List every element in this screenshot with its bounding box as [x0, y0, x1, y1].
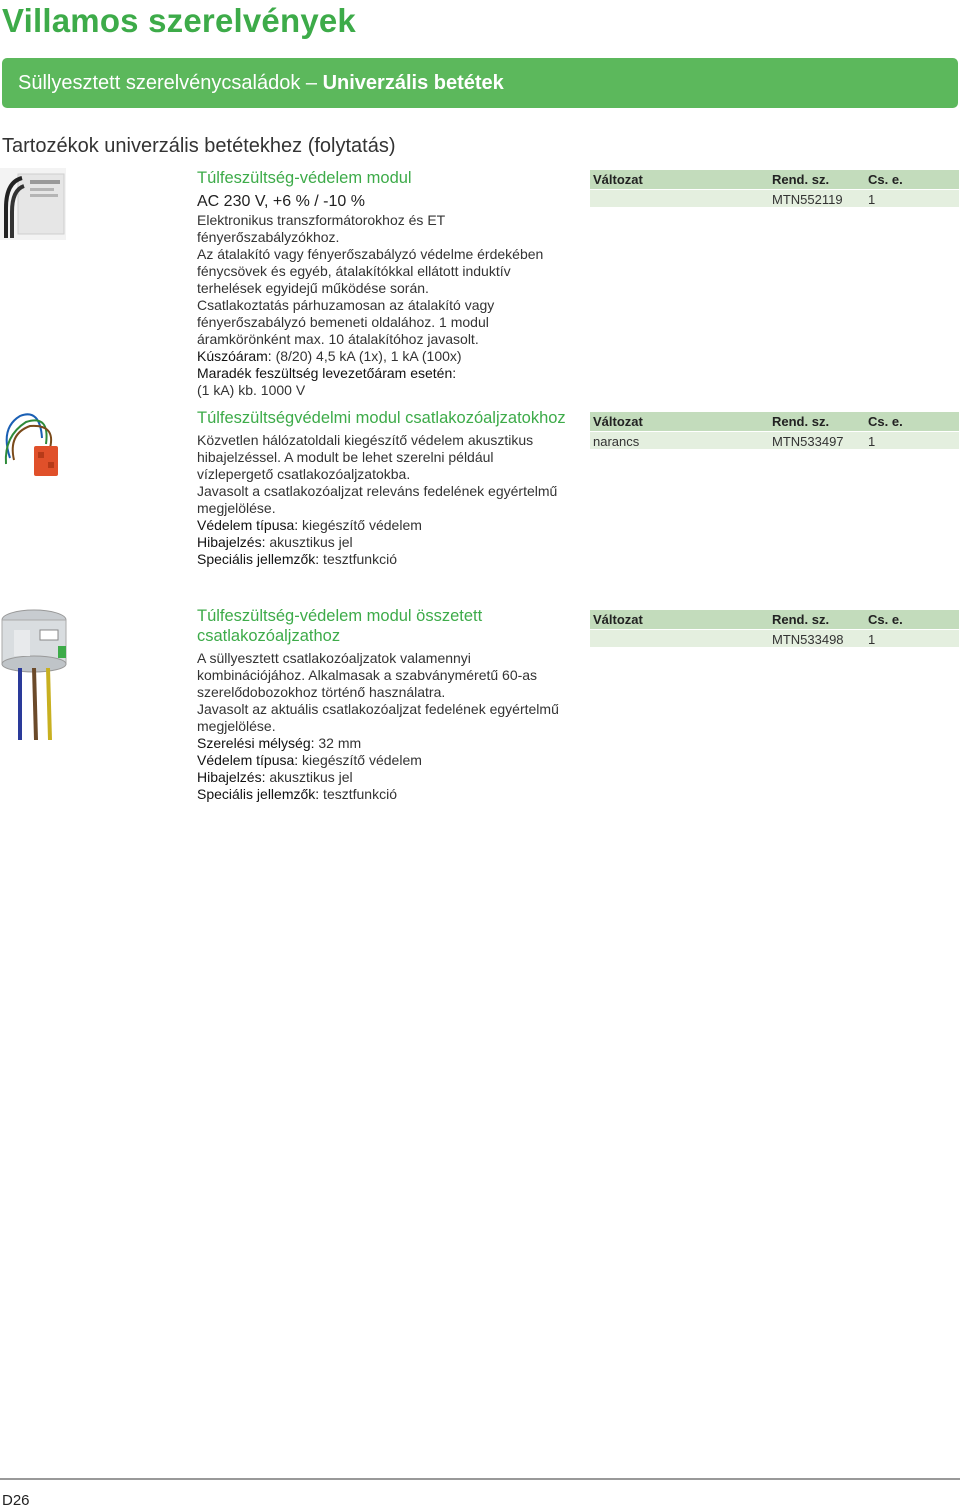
spec-value: (1 kA) kb. 1000 V [197, 382, 306, 398]
product-image-combined-socket-module [0, 606, 70, 744]
col-order-number: Rend. sz. [772, 172, 830, 187]
section-title: Tartozékok univerzális betétekhez (folytatás) [2, 135, 396, 157]
product-text-line: Az átalakító vagy fényerőszabályzó védelme érdekében fénycsövek és egyéb, átalakítókkal ellátott induktív terhelések egyidejű működése során. [197, 246, 544, 296]
spec-value: tesztfunkció [319, 786, 397, 802]
order-table-header [590, 412, 959, 431]
product-description [197, 606, 569, 803]
spec-label: Védelem típusa: [197, 517, 299, 533]
col-pack-unit: Cs. e. [868, 414, 903, 429]
spec-label: Hibajelzés: [197, 769, 266, 785]
order-table [590, 412, 959, 449]
table-row [590, 630, 959, 647]
col-variant: Változat [593, 414, 643, 429]
table-row [590, 190, 959, 207]
banner-prefix: Süllyesztett szerelvénycsaládok – [18, 72, 323, 94]
product-text-line: Közvetlen hálózatoldali kiegészítő védelem akusztikus hibajelzéssel. A modult be lehet szerelni például vízlepergető csatlakozóaljzatokba. [197, 432, 534, 482]
product-rating: AC 230 V, +6 % / -10 % [197, 193, 365, 210]
product-text-line: Javasolt a csatlakozóaljzat releváns fedelének egyértelmű megjelölése. [197, 483, 558, 516]
product-spec [197, 348, 569, 365]
col-order-number: Rend. sz. [772, 414, 830, 429]
cell-order-number: MTN552119 [772, 192, 843, 207]
cell-pack-unit: 1 [868, 192, 876, 207]
spec-label: Védelem típusa: [197, 752, 299, 768]
product-spec [197, 551, 569, 568]
col-variant: Változat [593, 612, 643, 627]
product-description [197, 168, 569, 399]
spec-value: akusztikus jel [265, 534, 353, 550]
product-text-line: Csatlakoztatás párhuzamosan az átalakító vagy fényerőszabályzó bemeneti oldalához. 1 modul áramkörönként max. 10 átalakítóhoz javasolt. [197, 297, 495, 347]
product-title: Túlfeszültség-védelem modul [197, 169, 412, 187]
product-spec [197, 365, 569, 382]
spec-value: 32 mm [314, 735, 362, 751]
order-table [590, 610, 959, 647]
order-table-header [590, 610, 959, 629]
spec-label: Maradék feszültség levezetőáram esetén: [197, 365, 457, 381]
col-pack-unit: Cs. e. [868, 612, 903, 627]
product-image-socket-surge-module [0, 408, 66, 484]
product-spec [197, 534, 569, 551]
product-title: Túlfeszültségvédelmi modul csatlakozóaljzatokhoz [197, 409, 566, 427]
cell-pack-unit: 1 [868, 632, 876, 647]
banner-bold: Univerzális betétek [322, 72, 504, 94]
product-spec [197, 517, 569, 534]
product-text-line: Elektronikus transzformátorokhoz és ET fényerőszabályzókhoz. [197, 212, 445, 245]
col-pack-unit: Cs. e. [868, 172, 903, 187]
spec-label: Kúszóáram: [197, 348, 272, 364]
page-number: D26 [2, 1492, 30, 1509]
category-banner [2, 58, 958, 108]
col-order-number: Rend. sz. [772, 612, 830, 627]
spec-value: kiegészítő védelem [298, 752, 422, 768]
order-table-header [590, 170, 959, 189]
cell-order-number: MTN533498 [772, 632, 844, 647]
table-row [590, 432, 959, 449]
page-title: Villamos szerelvények [2, 2, 356, 39]
product-image-overvoltage-module [0, 168, 66, 240]
cell-order-number: MTN533497 [772, 434, 844, 449]
spec-value: (8/20) 4,5 kA (1x), 1 kA (100x) [271, 348, 462, 364]
cell-pack-unit: 1 [868, 434, 876, 449]
spec-value: kiegészítő védelem [298, 517, 422, 533]
spec-label: Szerelési mélység: [197, 735, 315, 751]
product-description [197, 408, 569, 568]
product-spec [197, 752, 569, 769]
cell-variant: narancs [593, 434, 640, 449]
footer-divider [0, 1478, 960, 1480]
product-spec [197, 786, 569, 803]
product-spec [197, 769, 569, 786]
spec-value: akusztikus jel [265, 769, 353, 785]
product-spec [197, 382, 569, 399]
product-title: Túlfeszültség-védelem modul összetett csatlakozóaljzathoz [197, 607, 483, 645]
spec-value: tesztfunkció [319, 551, 397, 567]
order-table [590, 170, 959, 207]
spec-label: Speciális jellemzők: [197, 786, 320, 802]
product-text-line: A süllyesztett csatlakozóaljzatok valamennyi kombinációjához. Alkalmasak a szabványméretű 60-as szerelődobozokhoz történő használatra. [197, 650, 538, 700]
col-variant: Változat [593, 172, 643, 187]
spec-label: Hibajelzés: [197, 534, 266, 550]
product-spec [197, 735, 569, 752]
spec-label: Speciális jellemzők: [197, 551, 320, 567]
product-text-line: Javasolt az aktuális csatlakozóaljzat fedelének egyértelmű megjelölése. [197, 701, 559, 734]
